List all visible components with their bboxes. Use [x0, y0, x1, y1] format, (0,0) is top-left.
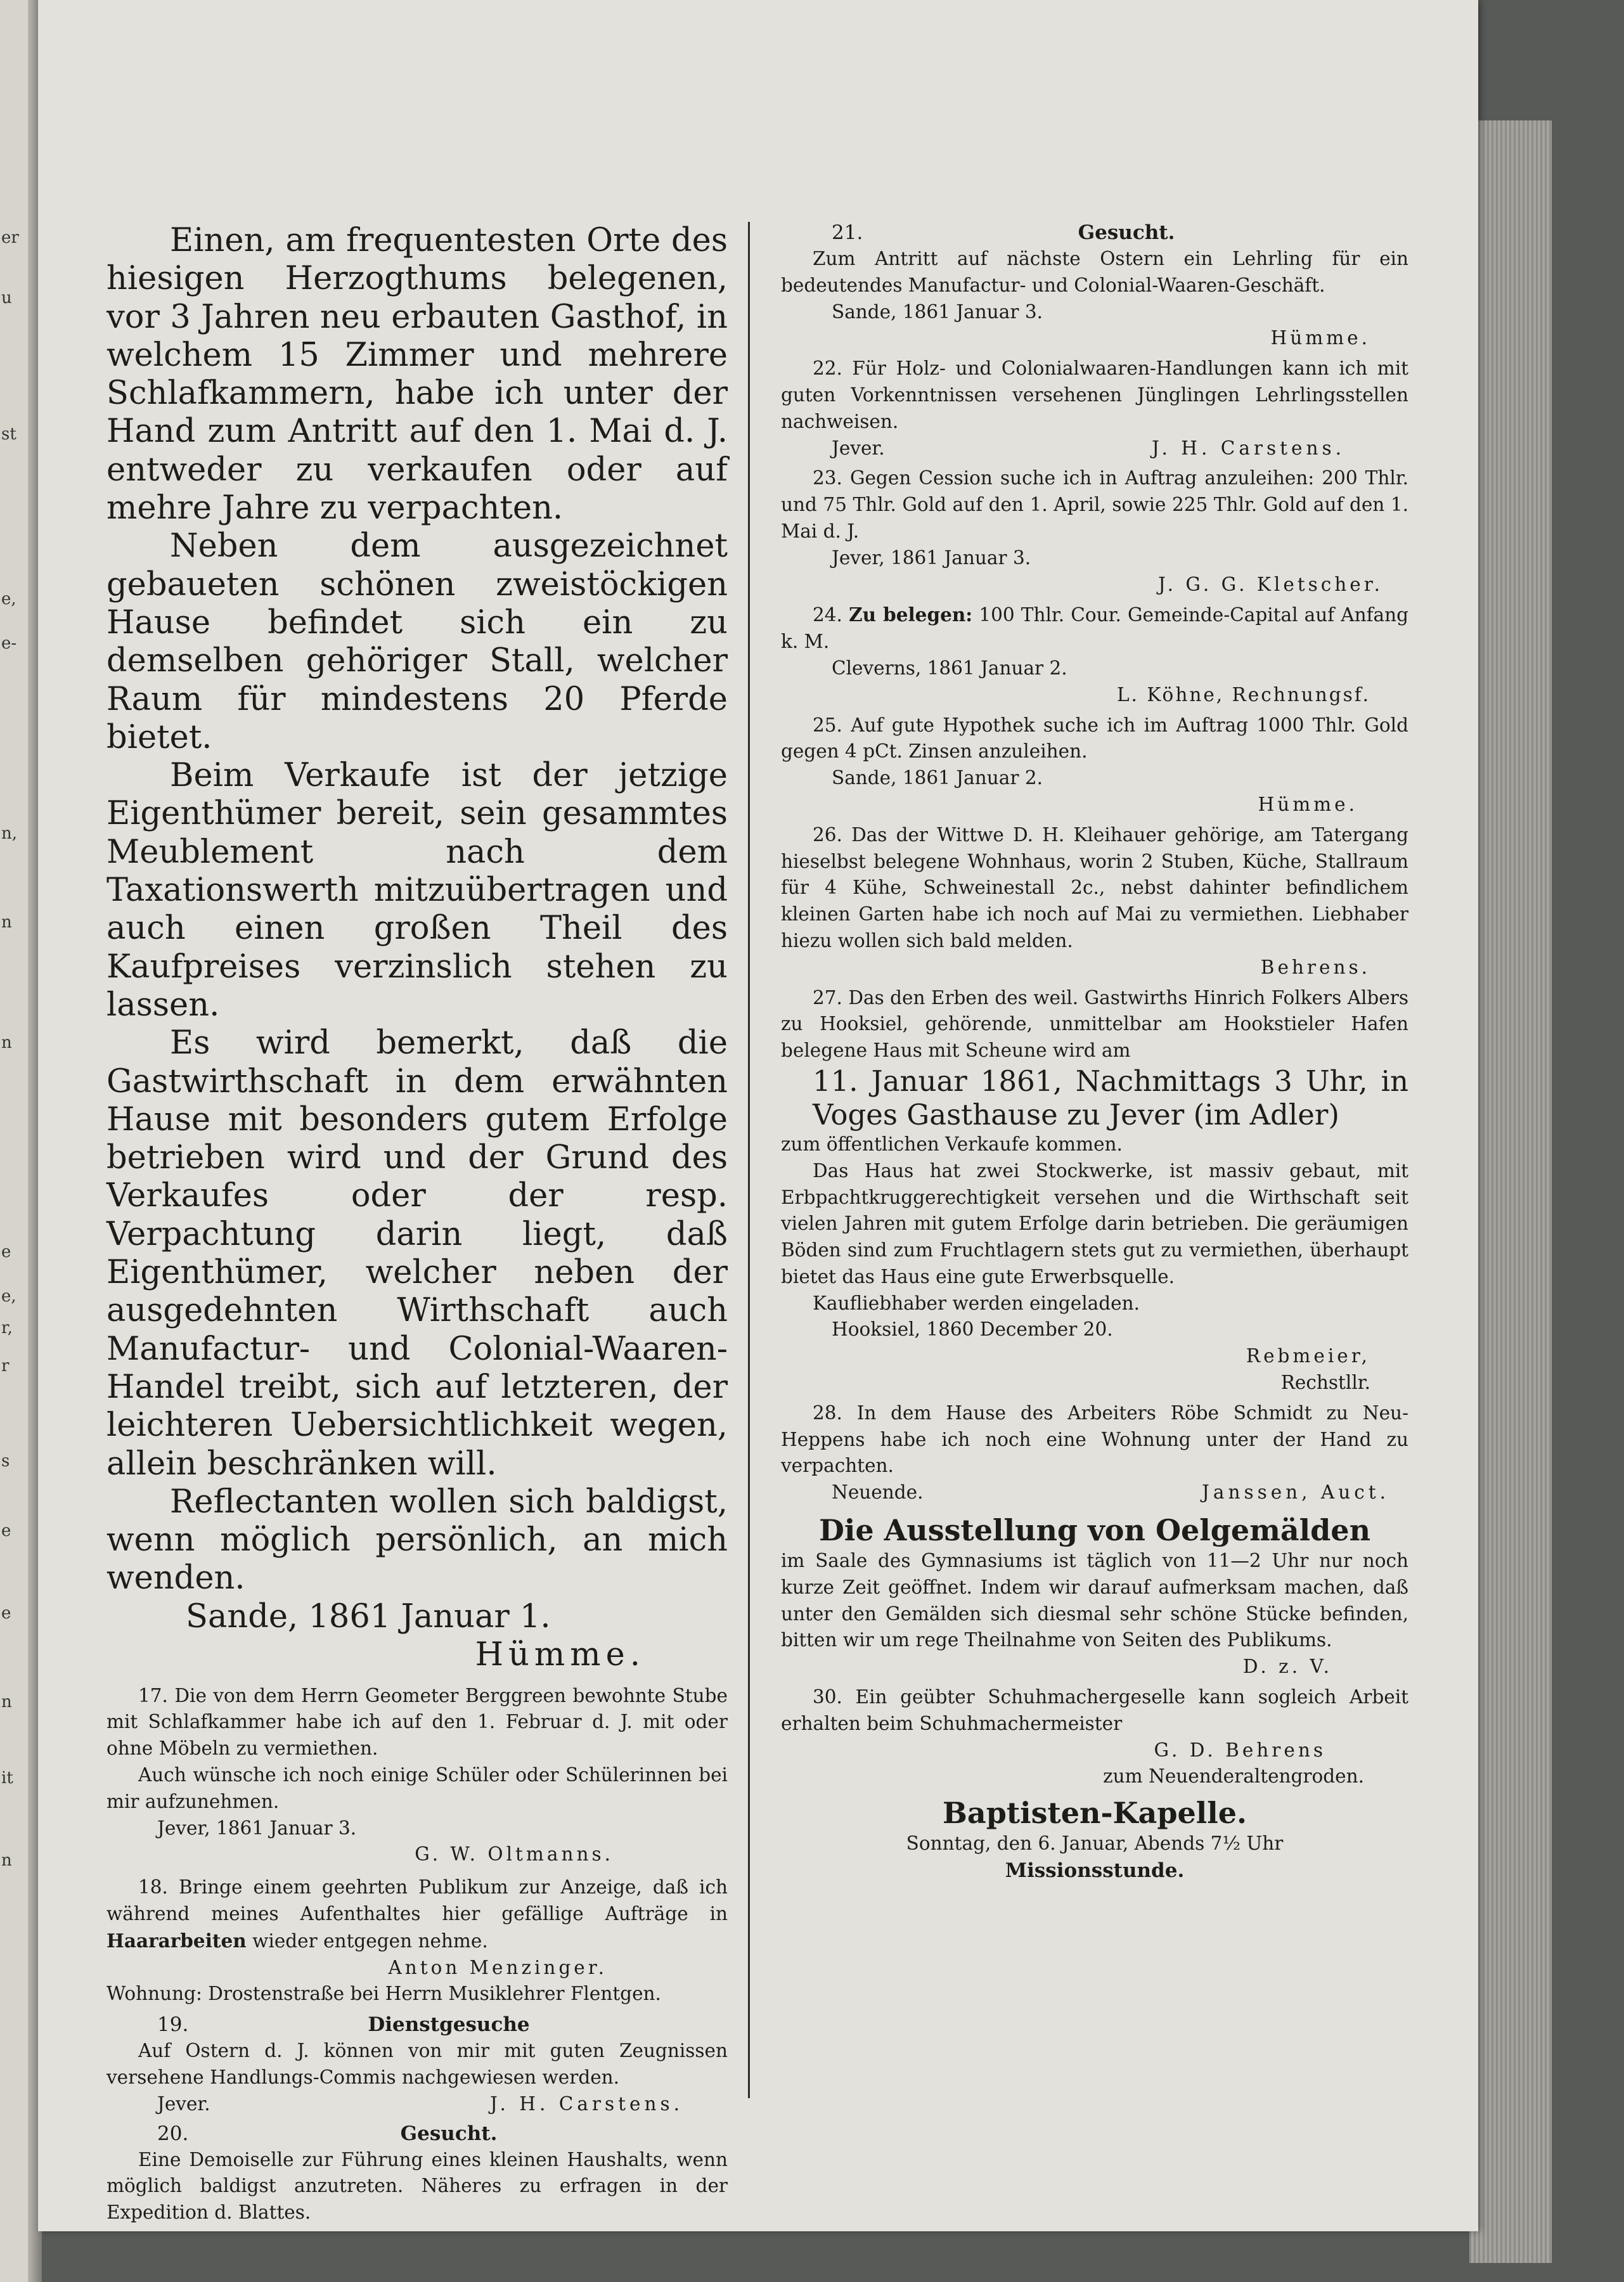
ad-24-number: 24. — [813, 604, 842, 626]
ad-17 — [106, 1683, 728, 1869]
facing-page-fragment: e, — [1, 1287, 16, 1306]
ad-28-text: 28. In dem Hause des Arbeiters Röbe Schmidt zu Neu-Heppens habe ich noch eine Wohnung unter der Hand zu verpachten. — [781, 1402, 1408, 1477]
ad-21-number: 21. — [832, 221, 863, 244]
ad-hotel-signature: Hümme. — [475, 1635, 645, 1673]
ad-18-bold: Haararbeiten — [106, 1929, 247, 1952]
ad-24 — [781, 602, 1408, 708]
ad-27-big: 11. Januar 1861, Nachmittags 3 Uhr, in Voges Gasthause zu Jever (im Adler) — [813, 1064, 1408, 1131]
facing-page-fragment: it — [1, 1769, 13, 1788]
facing-page-fragment: e- — [1, 634, 17, 653]
ad-27 — [781, 985, 1408, 1396]
facing-page-fragment: n — [1, 913, 12, 932]
ad-24-signature: L. Köhne, Rechnungsf. — [1116, 683, 1370, 706]
ad-hotel-date: Sande, 1861 Januar 1. — [186, 1597, 551, 1635]
facing-page-fragment: s — [1, 1452, 10, 1471]
ad-21-date: Sande, 1861 Januar 3. — [832, 300, 1043, 323]
ad-23 — [781, 465, 1408, 598]
facing-page-fragment: e, — [1, 590, 16, 609]
ad-23-signature: J. G. G. Kletscher. — [1158, 573, 1383, 595]
facing-page-fragment: e — [1, 1604, 11, 1623]
exhibition-ad — [781, 1512, 1408, 1680]
baptist-text: Sonntag, den 6. Januar, Abends 7½ Uhr — [906, 1833, 1284, 1855]
ad-22-signature: J. H. Carstens. — [1152, 437, 1345, 459]
ad-22-place: Jever. — [832, 437, 885, 459]
column-rule — [748, 222, 750, 2098]
ad-hotel-p4: Es wird bemerkt, daß die Gastwirthschaft in dem erwähnten Hause mit besonders gutem Erfolge betrieben wird und der Grund des Verkaufes oder der resp. Verpachtung darin liegt, daß Eigenthümer, welcher neben der ausgedehnten Wirthschaft auch Manufactur- und Colonial-Waaren-Handel treibt, sich auf letzteren, der leichteren Uebersichtlichkeit wegen, allein beschränken will. — [106, 1024, 728, 1483]
ad-24-bold: Zu belegen: — [849, 603, 973, 626]
facing-page-fragment: n — [1, 1692, 12, 1711]
ad-19 — [106, 2011, 728, 2117]
ad-28-signature: Janssen, Auct. — [1202, 1481, 1389, 1504]
ad-30-text: 30. Ein geübter Schuhmachergeselle kann sogleich Arbeit erhalten beim Schuhmachermeister — [781, 1686, 1408, 1734]
ad-28 — [781, 1400, 1408, 1506]
ad-26 — [781, 822, 1408, 981]
facing-page-fragment: e — [1, 1521, 11, 1540]
baptist-ad — [781, 1795, 1408, 1884]
ad-27-date: Hooksiel, 1860 December 20. — [832, 1318, 1113, 1341]
ad-19-heading-row — [106, 2011, 728, 2038]
ad-27-signature: Rebmeier, — [1246, 1345, 1370, 1367]
ad-17-signature: G. W. Oltmanns. — [415, 1843, 614, 1866]
ad-18-text — [106, 1874, 728, 1954]
ad-26-text: 26. Das der Wittwe D. H. Kleihauer gehörige, am Tatergang hieselbst belegene Wohnhaus, worin 2 Stuben, Küche, Stallraum für 4 Kühe, Schweinestall 2c., nebst dahinter befindlichem kleinen Garten habe ich noch auf Mai zu vermiethen. Liebhaber hiezu wollen sich bald melden. — [781, 823, 1408, 951]
ad-25-signature: Hümme. — [1258, 793, 1358, 815]
ad-21 — [781, 219, 1408, 352]
ad-23-text: 23. Gegen Cession suche ich in Auftrag anzuleihen: 200 Thlr. und 75 Thlr. Gold auf den 1. April, sowie 225 Thlr. Gold auf den 1. Mai d. J. — [781, 467, 1408, 542]
facing-page-fragment: n — [1, 1033, 12, 1052]
ad-27-title: Rechstllr. — [1280, 1372, 1370, 1394]
ad-17-text2: Auch wünsche ich noch einige Schüler oder Schülerinnen bei mir aufzunehmen. — [106, 1764, 728, 1812]
ad-20-heading-row — [106, 2120, 728, 2147]
ad-21-signature: Hümme. — [1270, 327, 1370, 349]
ad-21-heading-row — [781, 219, 1408, 246]
facing-page-fragment: st — [1, 425, 16, 444]
ad-25 — [781, 712, 1408, 818]
ad-18-pre: 18. Bringe einem geehrten Publikum zur Anzeige, daß ich während meines Aufenthaltes hier gefällige Aufträge in — [106, 1876, 728, 1925]
ad-30 — [781, 1684, 1408, 1790]
facing-page-fragment: n, — [1, 824, 18, 843]
ad-24-body: 100 Thlr. Cour. Gemeinde-Capital auf Anfang k. M. — [781, 604, 1408, 653]
facing-page-fragment: r, — [1, 1318, 13, 1338]
ad-hotel — [106, 222, 728, 1674]
ad-hotel-p1: Einen, am frequentesten Orte des hiesigen Herzogthums belegenen, vor 3 Jahren neu erbauten Gasthof, in welchem 15 Zimmer und mehrere Schlafkammern, habe ich unter der Hand zum Antritt auf den 1. Mai d. J. entweder zu verkaufen oder auf mehre Jahre zu verpachten. — [106, 222, 728, 527]
ad-hotel-p5: Reflectanten wollen sich baldigst, wenn möglich persönlich, an mich wenden. — [106, 1483, 728, 1597]
ad-20-heading: Gesucht. — [400, 2122, 498, 2145]
ad-19-place: Jever. — [157, 2092, 210, 2115]
ad-25-date: Sande, 1861 Januar 2. — [832, 767, 1043, 789]
ad-24-text — [781, 602, 1408, 655]
facing-page-fragment: n — [1, 1851, 12, 1870]
exhibition-signature: D. z. V. — [1242, 1656, 1332, 1678]
ad-19-number: 19. — [157, 2013, 189, 2037]
ad-19-text: Auf Ostern d. J. können von mir mit guten Zeugnissen versehene Handlungs-Commis nachgewiesen werden. — [106, 2040, 728, 2089]
ad-22 — [781, 356, 1408, 461]
ad-24-date: Cleverns, 1861 Januar 2. — [832, 657, 1067, 679]
ad-18-post: wieder entgegen nehme. — [252, 1930, 488, 1952]
ad-18-address: Wohnung: Drostenstraße bei Herrn Musiklehrer Flentgen. — [106, 1983, 661, 2005]
ad-26-signature: Behrens. — [1260, 956, 1370, 978]
ad-17-date: Jever, 1861 Januar 3. — [157, 1817, 357, 1839]
ad-28-footer — [781, 1479, 1408, 1506]
ad-22-text: 22. Für Holz- und Colonialwaaren-Handlungen kann ich mit guten Vorkenntnissen versehenen Jünglingen Lehrlingsstellen nachweisen. — [781, 358, 1408, 432]
exhibition-text: im Saale des Gymnasiums ist täglich von 11—2 Uhr nur noch kurze Zeit geöffnet. Indem wir darauf aufmerksam machen, daß unter den Gemälden sich diesmal sehr schöne Stücke befinden, bitten wir um rege Theilnahme von Seiten des Publikums. — [781, 1550, 1408, 1651]
facing-page-fragment: e — [1, 1242, 11, 1261]
ad-27-text: 27. Das den Erben des weil. Gastwirths Hinrich Folkers Albers zu Hooksiel, gehörende, unmittelbar am Hookstieler Hafen belegene Haus mit Scheune wird am — [781, 986, 1408, 1062]
ad-20-number: 20. — [157, 2122, 189, 2145]
ad-27-text4: Kaufliebhaber werden eingeladen. — [813, 1292, 1140, 1314]
ad-hotel-p3: Beim Verkaufe ist der jetzige Eigenthümer bereit, sein gesammtes Meublement nach dem Taxationswerth mitzuübertragen und auch einen großen Theil des Kaufpreises verzinslich stehen zu lassen. — [106, 757, 728, 1024]
newspaper-page — [38, 0, 1478, 2231]
baptist-heading: Baptisten-Kapelle. — [943, 1796, 1247, 1831]
ad-27-text3: Das Haus hat zwei Stockwerke, ist massiv gebaut, mit Erbpachtkruggerechtigkeit versehen und die Wirthschaft seit vielen Jahren mit gutem Erfolge darin betrieben. Die geräumigen Böden sind zum Fruchtlagern stets gut zu vermiethen, überhaupt bietet das Haus eine gute Erwerbsquelle. — [781, 1159, 1408, 1287]
ad-22-footer — [781, 435, 1408, 462]
ad-20-text: Eine Demoiselle zur Führung eines kleinen Haushalts, wenn möglich baldigst anzutreten. Näheres zu erfragen in der Expedition d. Blattes. — [106, 2148, 728, 2224]
ad-19-signature: J. H. Carstens. — [490, 2092, 683, 2115]
ad-30-signature: G. D. Behrens — [1154, 1739, 1326, 1761]
right-column — [781, 219, 1408, 1884]
ad-25-text: 25. Auf gute Hypothek suche ich im Auftrag 1000 Thlr. Gold gegen 4 pCt. Zinsen anzuleihen. — [781, 714, 1408, 763]
facing-page-fragment: r — [1, 1357, 10, 1376]
ad-28-place: Neuende. — [832, 1481, 924, 1504]
page-stack-edge — [1469, 120, 1552, 2263]
ad-21-text: Zum Antritt auf nächste Ostern ein Lehrling für ein bedeutendes Manufactur- und Colonial-Waaren-Geschäft. — [781, 248, 1408, 296]
facing-page-fragment: er — [1, 228, 19, 247]
ad-23-date: Jever, 1861 Januar 3. — [832, 546, 1031, 569]
ad-20 — [106, 2120, 728, 2226]
baptist-bold: Missionsstunde. — [1005, 1859, 1185, 1883]
ad-21-heading: Gesucht. — [1078, 221, 1175, 244]
exhibition-heading: Die Ausstellung von Oelgemälden — [818, 1513, 1371, 1548]
ad-19-footer — [106, 2091, 728, 2118]
facing-page-fragment: u — [1, 288, 12, 307]
ad-hotel-p2: Neben dem ausgezeichnet gebaueten schönen zweistöckigen Hause befindet sich ein zu demselben gehöriger Stall, welcher Raum für mindestens 20 Pferde bietet. — [106, 527, 728, 756]
ad-18-signature: Anton Menzinger. — [388, 1956, 607, 1978]
left-column — [106, 222, 728, 2226]
ad-18 — [106, 1874, 728, 2008]
ad-19-heading: Dienstgesuche — [368, 2013, 530, 2037]
ad-17-text: 17. Die von dem Herrn Geometer Berggreen bewohnte Stube mit Schlafkammer habe ich auf den 1. Februar d. J. mit oder ohne Möbeln zu vermiethen. — [106, 1684, 728, 1760]
ad-27-text2: zum öffentlichen Verkaufe kommen. — [781, 1133, 1123, 1155]
ad-30-location: zum Neuenderaltengroden. — [1103, 1765, 1364, 1788]
